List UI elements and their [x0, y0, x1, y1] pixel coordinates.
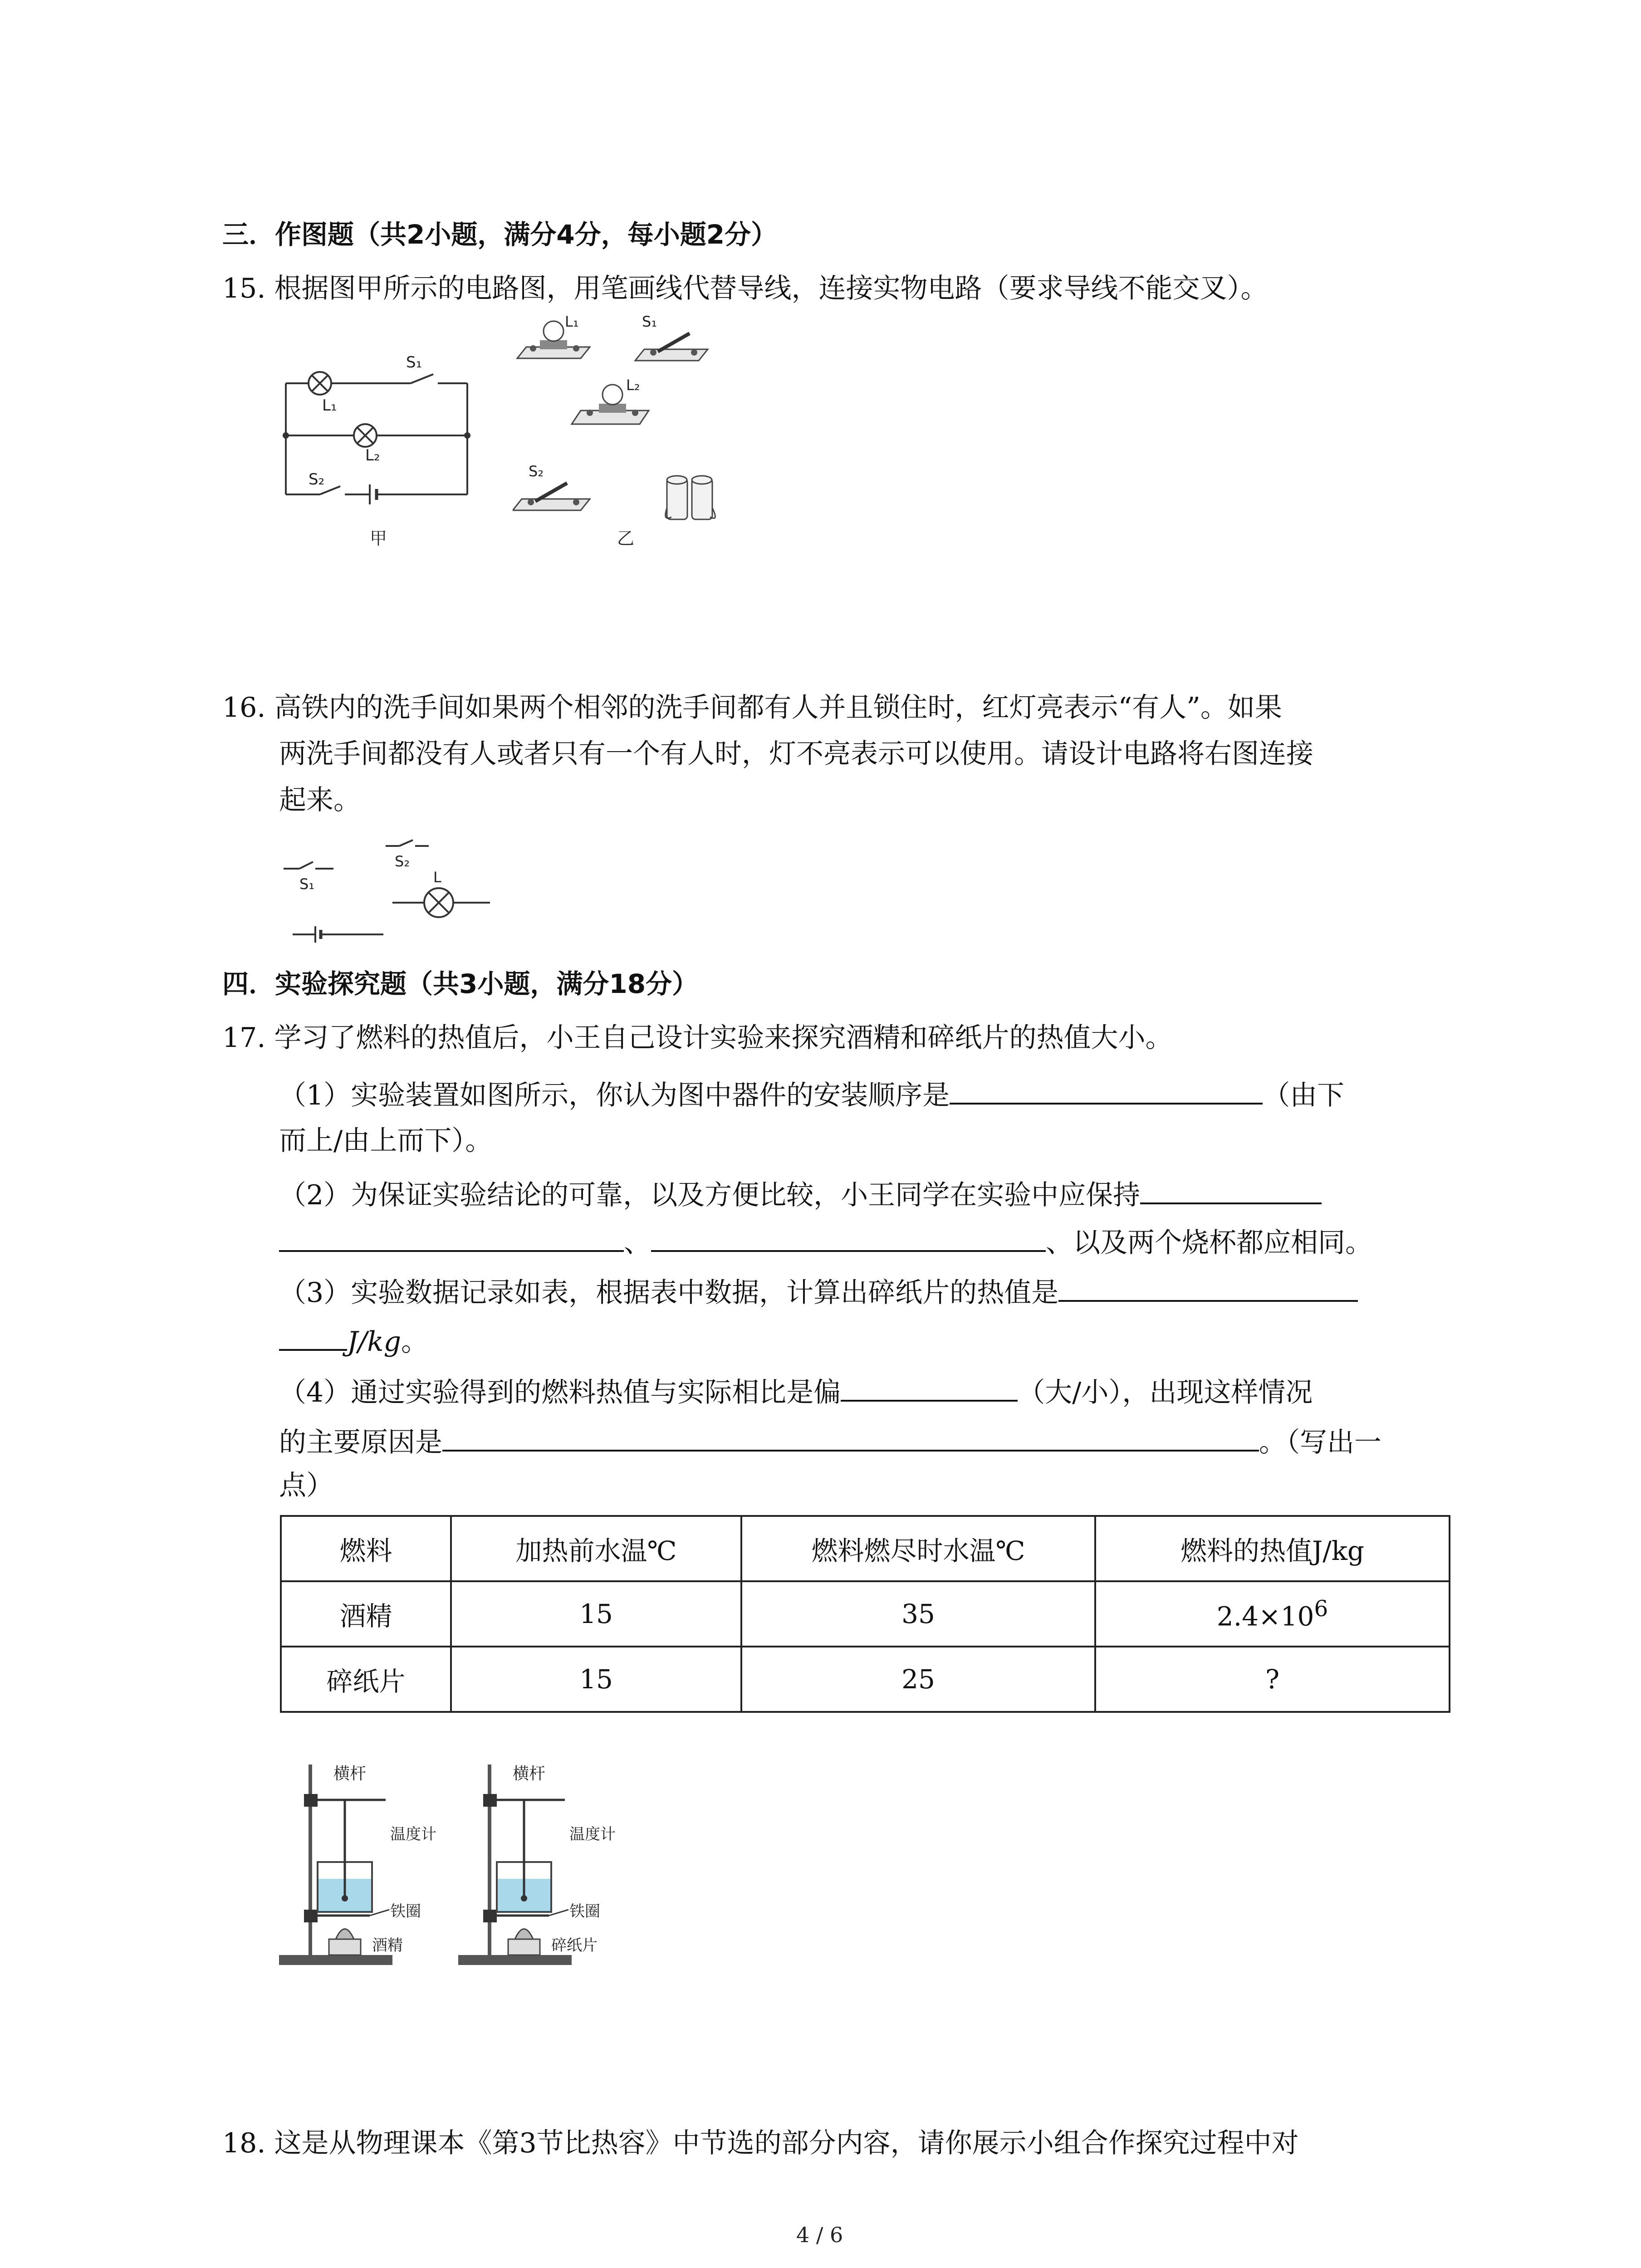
- table-cell: 25: [741, 1647, 1095, 1712]
- answer-blank-4a[interactable]: [841, 1374, 1018, 1402]
- table-cell: [1095, 1581, 1450, 1647]
- caption-yi: 乙: [617, 528, 635, 548]
- junction-dot: [464, 432, 470, 439]
- answer-blank-1[interactable]: [950, 1077, 1263, 1105]
- label-S2: S₂: [309, 470, 325, 489]
- q17-part4-text: （4）通过实验得到的燃料热值与实际相比是偏: [279, 1377, 841, 1408]
- label-fuel: 酒精: [372, 1936, 403, 1955]
- q17-part1-text: （1）实验装置如图所示，你认为图中器件的安装顺序是: [279, 1080, 950, 1111]
- q17-part4-text-d: 。（写出一: [1259, 1427, 1381, 1458]
- fuel-data-table: [280, 1515, 1450, 1713]
- answer-blank-2c[interactable]: [651, 1225, 1046, 1252]
- label-thermometer: 温度计: [390, 1825, 436, 1843]
- heat-value-exponent: 6: [1314, 1596, 1328, 1622]
- unit-J-per-kg: J/kg: [347, 1326, 402, 1358]
- switch-S2-icon: [513, 483, 590, 510]
- label-S2: S₂: [395, 853, 410, 870]
- label-thermometer: 温度计: [569, 1825, 616, 1843]
- physical-components-yi: [513, 308, 767, 562]
- section-3-title: 三．作图题（共2小题，满分4分，每小题2分）: [222, 219, 778, 250]
- table-cell: 碎纸片: [281, 1647, 451, 1712]
- question-16-line-2: 两洗手间都没有人或者只有一个有人时，灯不亮表示可以使用。请设计电路将右图连接: [279, 738, 1313, 770]
- q17-part1-line2: 而上/由上而下）。: [279, 1125, 493, 1157]
- table-header-cell: 燃料: [281, 1516, 451, 1581]
- table-header-cell: 加热前水温℃: [451, 1516, 741, 1581]
- answer-blank-3a[interactable]: [1058, 1275, 1358, 1302]
- apparatus-right: [458, 1765, 616, 1965]
- table-cell: 35: [741, 1581, 1095, 1647]
- label-L1: L₁: [322, 396, 337, 415]
- table-header-cell: 燃料燃尽时水温℃: [741, 1516, 1095, 1581]
- answer-blank-3b[interactable]: [279, 1324, 347, 1351]
- q17-part3-text: （3）实验数据记录如表，根据表中数据，计算出碎纸片的热值是: [279, 1277, 1059, 1309]
- q17-part2-text: （2）为保证实验结论的可靠，以及方便比较，小王同学在实验中应保持: [279, 1179, 1141, 1211]
- circuit-diagram-jia: [281, 327, 490, 558]
- apparatus-left: [279, 1765, 436, 1965]
- q17-part2-line1: [279, 1177, 1322, 1209]
- table-cell: 15: [451, 1581, 741, 1647]
- q17-part4-text-b: （大/小），出现这样情况: [1018, 1377, 1313, 1408]
- q17-part4-line2: [279, 1424, 1381, 1456]
- label-iron-ring: 铁圈: [569, 1902, 600, 1921]
- table-cell: 酒精: [281, 1581, 451, 1647]
- answer-blank-2a[interactable]: [1140, 1177, 1322, 1204]
- q17-part3-end: 。: [401, 1326, 429, 1358]
- experiment-apparatus-figure: [277, 1760, 640, 1978]
- table-cell: ?: [1095, 1647, 1450, 1712]
- section-4-title: 四．实验探究题（共3小题，满分18分）: [222, 968, 699, 999]
- q17-part2-line2: [279, 1225, 1372, 1259]
- question-15-text: 15. 根据图甲所示的电路图，用笔画线代替导线，连接实物电路（要求导线不能交叉）。: [222, 273, 1268, 304]
- label-L2: L₂: [365, 446, 380, 464]
- q17-part3-line2: [279, 1324, 429, 1358]
- answer-blank-2b[interactable]: [279, 1225, 624, 1252]
- q17-part2-sep: 、: [624, 1227, 651, 1259]
- question-16-line-1: 16. 高铁内的洗手间如果两个相邻的洗手间都有人并且锁住时，红灯亮表示“有人”。如果: [222, 692, 1282, 723]
- label-fuel: 碎纸片: [551, 1936, 598, 1955]
- switch-S1-icon: [635, 333, 708, 361]
- question-16-line-3: 起来。: [279, 784, 361, 816]
- heat-value-mantissa: 2.4×10: [1216, 1601, 1314, 1632]
- q17-part2-end: 、以及两个烧杯都应相同。: [1046, 1227, 1372, 1259]
- caption-jia: 甲: [370, 528, 387, 548]
- table-header-row: [281, 1516, 1450, 1581]
- bulb-L1-icon: [517, 321, 590, 358]
- label-S1: S₁: [299, 875, 315, 893]
- q17-part3-line1: [279, 1275, 1358, 1309]
- label-L: L: [433, 869, 441, 886]
- answer-blank-4b[interactable]: [442, 1424, 1259, 1452]
- page-number: 4 / 6: [796, 2223, 843, 2247]
- label-crossbar: 横杆: [333, 1765, 367, 1783]
- table-row: [281, 1581, 1450, 1647]
- q17-part1-text-b: （由下: [1263, 1080, 1345, 1111]
- label-S2: S₂: [529, 463, 544, 480]
- q16-circuit-elements: [279, 826, 497, 948]
- label-L2: L₂: [626, 376, 640, 394]
- table-header-cell: 燃料的热值J/kg: [1095, 1516, 1450, 1581]
- q17-part1-line1: [279, 1077, 1344, 1109]
- label-crossbar: 横杆: [513, 1765, 546, 1783]
- q17-part4-line1: [279, 1374, 1313, 1406]
- label-S1: S₁: [406, 353, 422, 371]
- label-S1: S₁: [642, 313, 657, 330]
- question-18-text: 18. 这是从物理课本《第3节比热容》中节选的部分内容，请你展示小组合作探究过程中对: [222, 2127, 1299, 2159]
- q17-part4-text-c: 的主要原因是: [279, 1427, 442, 1458]
- label-L1: L₁: [565, 313, 579, 330]
- battery-icon: [666, 476, 715, 519]
- label-iron-ring: 铁圈: [390, 1902, 421, 1921]
- table-row: [281, 1647, 1450, 1712]
- question-17-intro: 17. 学习了燃料的热值后，小王自己设计实验来探究酒精和碎纸片的热值大小。: [222, 1022, 1173, 1054]
- junction-dot: [283, 432, 289, 439]
- q17-part4-line3: 点）: [279, 1470, 333, 1501]
- table-cell: 15: [451, 1647, 741, 1712]
